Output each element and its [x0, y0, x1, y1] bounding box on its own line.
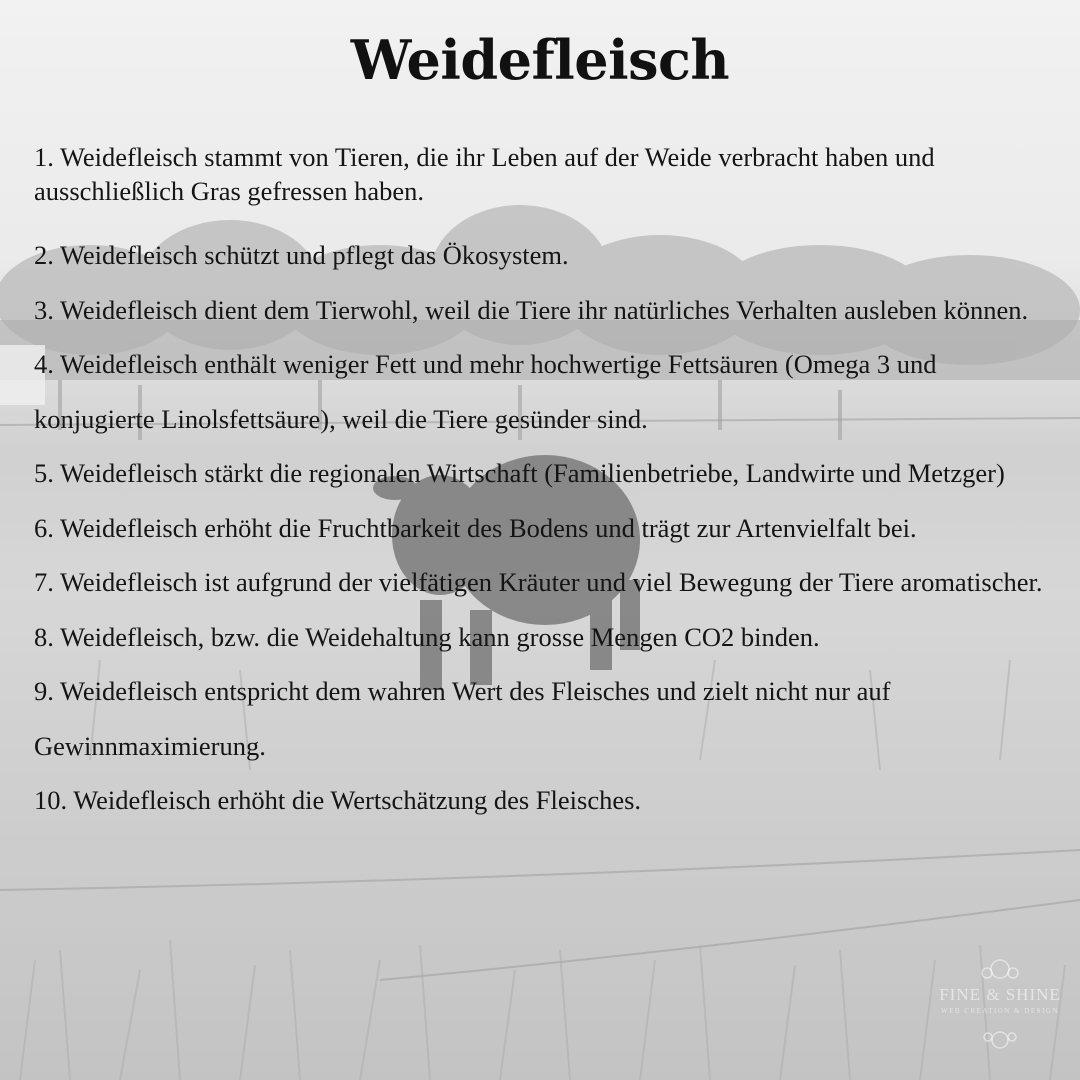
- brand-watermark: [935, 955, 1065, 1065]
- list-item: 4. Weidefleisch enthält weniger Fett und mehr hochwertige Fettsäuren (Omega 3 und konjugierte Linolsfettsäure), weil die Tiere gesünder sind.: [34, 349, 937, 434]
- list-item: 7. Weidefleisch ist aufgrund der vielfätigen Kräuter und viel Bewegung der Tiere aromatischer.: [34, 567, 1043, 597]
- list-item: 1. Weidefleisch stammt von Tieren, die ihr Leben auf der Weide verbracht haben und ausschließlich Gras gefressen haben.: [34, 142, 935, 206]
- list-item: 2. Weidefleisch schützt und pflegt das Ökosystem.: [34, 240, 569, 270]
- list-item: 6. Weidefleisch erhöht die Fruchtbarkeit des Bodens und trägt zur Artenvielfalt bei.: [34, 512, 917, 543]
- list-item: 10. Weidefleisch erhöht die Wertschätzung des Fleisches.: [34, 785, 642, 815]
- list-item: 5. Weidefleisch stärkt die regionalen Wirtschaft (Familienbetriebe, Landwirte und Metzger): [34, 458, 1005, 488]
- list-item: 3. Weidefleisch dient dem Tierwohl, weil die Tiere ihr natürliches Verhalten ausleben können.: [34, 294, 1029, 325]
- page-title: Weidefleisch: [350, 28, 730, 92]
- watermark-brand: FINE & SHINE: [939, 985, 1061, 1004]
- watermark-subtitle: WEB CREATION & DESIGN: [940, 1007, 1060, 1015]
- list-item: 9. Weidefleisch entspricht dem wahren Wert des Fleisches und zielt nicht nur auf Gewinnmaximierung.: [34, 676, 891, 761]
- benefits-list: [34, 140, 1044, 828]
- list-item: 8. Weidefleisch, bzw. die Weidehaltung kann grosse Mengen CO2 binden.: [34, 621, 820, 652]
